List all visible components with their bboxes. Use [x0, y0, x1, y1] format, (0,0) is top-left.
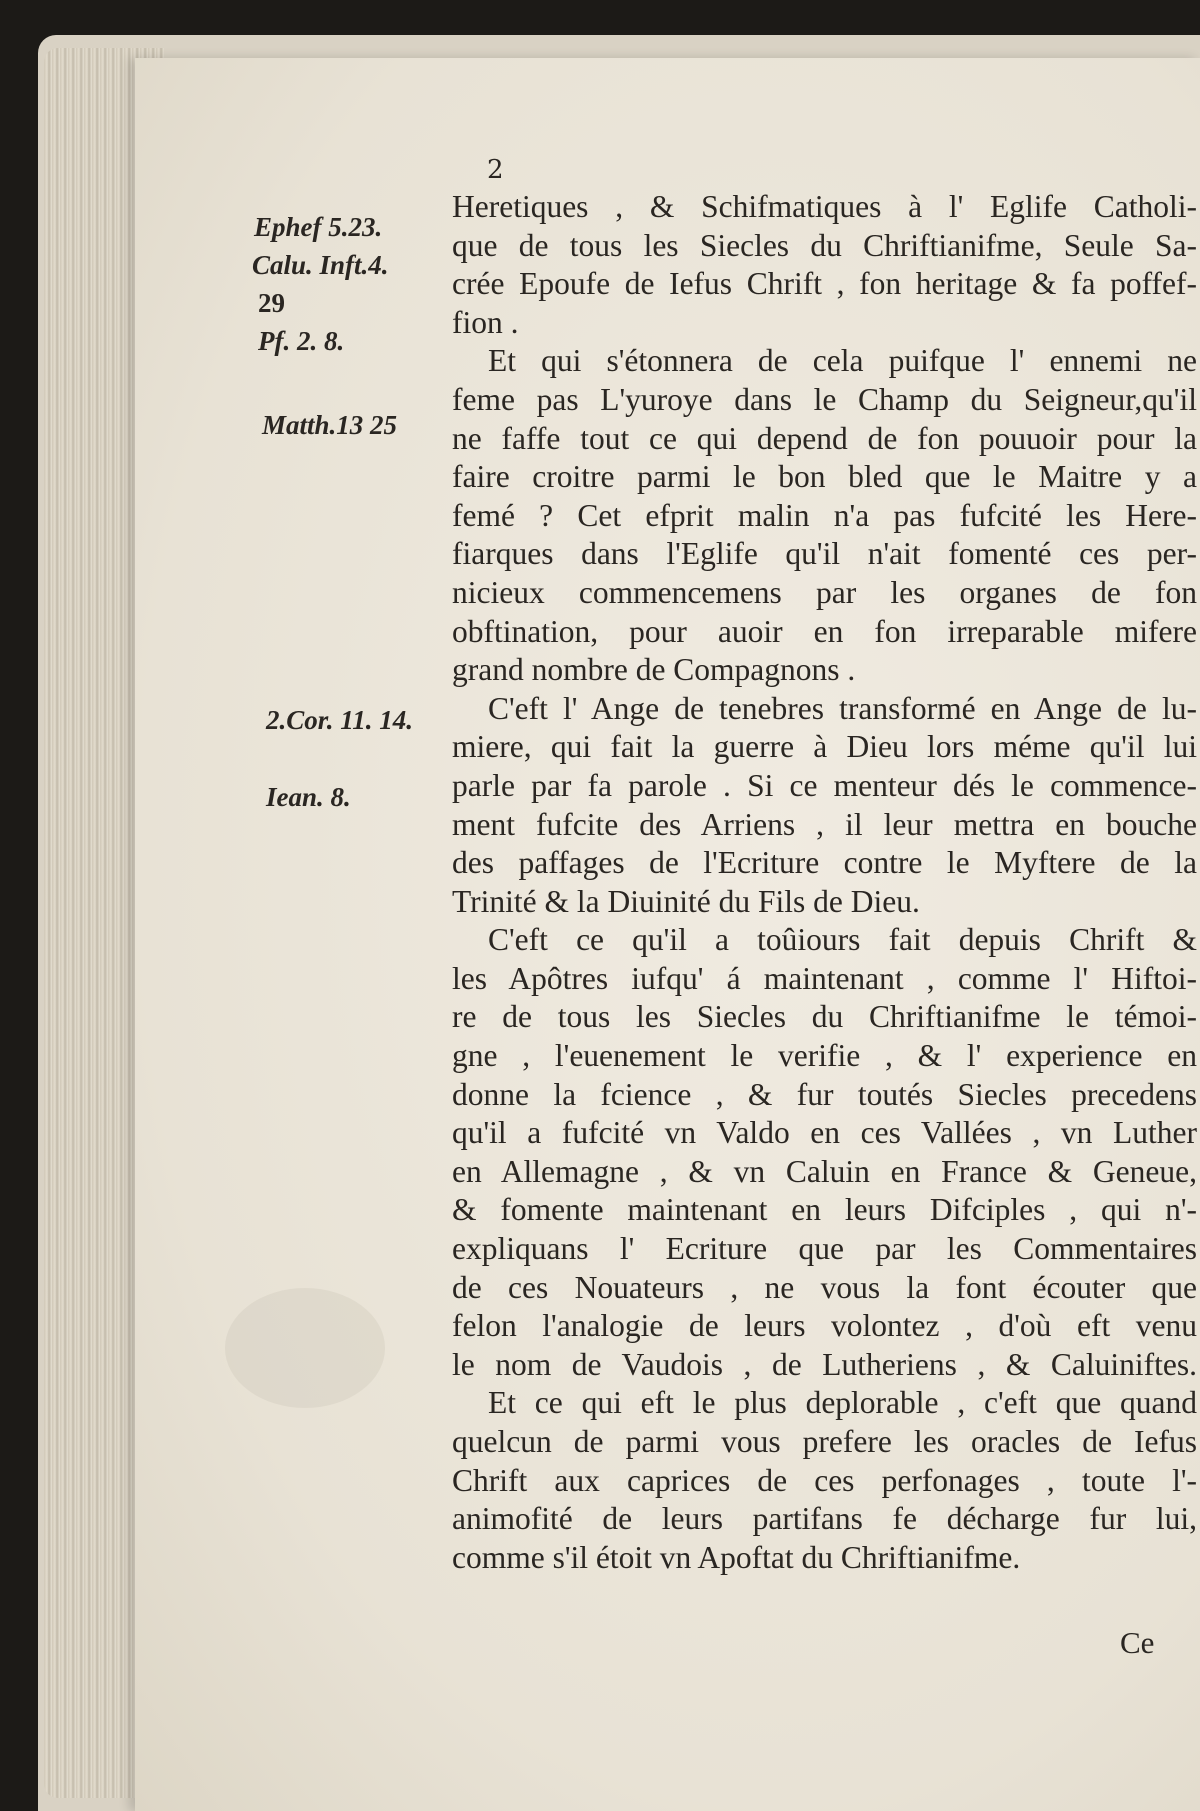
text-line: donne la fcience , & fur toutés Siecles precedens [452, 1076, 1197, 1112]
margin-note: Iean. 8. [266, 782, 351, 812]
text-line: Et ce qui eft le plus deplorable , c'eft que quand [488, 1385, 1197, 1421]
text-line: ne faffe tout ce qui depend de fon pouuoir pour la [452, 420, 1197, 456]
margin-note: Pf. 2. 8. [258, 326, 345, 356]
text-line: des paffages de l'Ecriture contre le Myftere de la [452, 845, 1197, 881]
text-line: le nom de Vaudois , de Lutheriens , & Caluiniftes. [452, 1346, 1197, 1382]
text-line: fiarques dans l'Eglife qu'il n'ait fomenté ces per- [452, 536, 1197, 572]
text-line: gne , l'euenement le verifie , & l' experience en [452, 1038, 1197, 1074]
text-line: en Allemagne , & vn Caluin en France & Geneue, [452, 1153, 1197, 1189]
text-line: que de tous les Siecles du Chriftianifme, Seule Sa- [452, 227, 1197, 263]
text-line: parle par fa parole . Si ce menteur dés le commence- [452, 767, 1197, 803]
margin-note: Ephef 5.23. [254, 212, 383, 242]
text-line: C'eft l' Ange de tenebres transformé en Ange de lu- [488, 690, 1197, 726]
text-line: re de tous les Siecles du Chriftianifme le témoi- [452, 999, 1197, 1035]
text-line: femé ? Cet efprit malin n'a pas fufcité les Here- [452, 497, 1197, 533]
text-line: & fomente maintenant en leurs Difciples , qui n'- [452, 1192, 1197, 1228]
text-line: faire croitre parmi le bon bled que le Maitre y a [452, 459, 1197, 495]
text-line: C'eft ce qu'il a toûiours fait depuis Chrift & [488, 922, 1197, 958]
text-line: feme pas L'yuroye dans le Champ du Seigneur,qu'il [452, 381, 1197, 417]
text-line: miere, qui fait la guerre à Dieu lors méme qu'il lui [452, 729, 1197, 765]
text-line: les Apôtres iufqu' á maintenant , comme l' Hiftoi- [452, 960, 1197, 996]
text-line: qu'il a fufcité vn Valdo en ces Vallées , vn Luther [452, 1115, 1197, 1151]
margin-note: Calu. Inft.4. [252, 250, 389, 280]
page-number: 2 [487, 155, 504, 185]
paper-stain [225, 1288, 385, 1408]
text-line: expliquans l' Ecriture que par les Commentaires [452, 1231, 1197, 1267]
text-line: nicieux commencemens par les organes de fon [452, 574, 1197, 610]
text-line: grand nombre de Compagnons . [452, 652, 856, 688]
text-line: comme s'il étoit vn Apoftat du Chriftianifme. [452, 1539, 1021, 1575]
text-line: Chrift aux caprices de ces perfonages , toute l'- [452, 1462, 1197, 1498]
text-line: animofité de leurs partifans fe décharge fur lui, [452, 1501, 1197, 1537]
text-line: Heretiques , & Schifmatiques à l' Eglife Catholi- [452, 189, 1197, 224]
catchword: Ce [1120, 1625, 1155, 1660]
text-line: crée Epoufe de Iefus Chrift , fon heritage & fa poffef- [452, 266, 1197, 302]
text-line: ment fufcite des Arriens , il leur mettra en bouche [452, 806, 1197, 842]
text-line: felon l'analogie de leurs volontez , d'où eft venu [452, 1308, 1197, 1344]
margin-note: 2.Cor. 11. 14. [266, 705, 414, 735]
margin-note: 29 [258, 288, 285, 318]
text-line: Trinité & la Diuinité du Fils de Dieu. [452, 883, 920, 919]
margin-note: Matth.13 25 [262, 410, 398, 440]
text-line: fion . [452, 304, 519, 340]
text-line: quelcun de parmi vous prefere les oracles de Iefus [452, 1424, 1197, 1459]
text-line: Et qui s'étonnera de cela puifque l' ennemi ne [488, 343, 1197, 379]
text-line: obftination, pour auoir en fon irreparable mifere [452, 613, 1197, 649]
text-line: de ces Nouateurs , ne vous la font écouter que [452, 1269, 1197, 1305]
body-text [452, 188, 1197, 1577]
